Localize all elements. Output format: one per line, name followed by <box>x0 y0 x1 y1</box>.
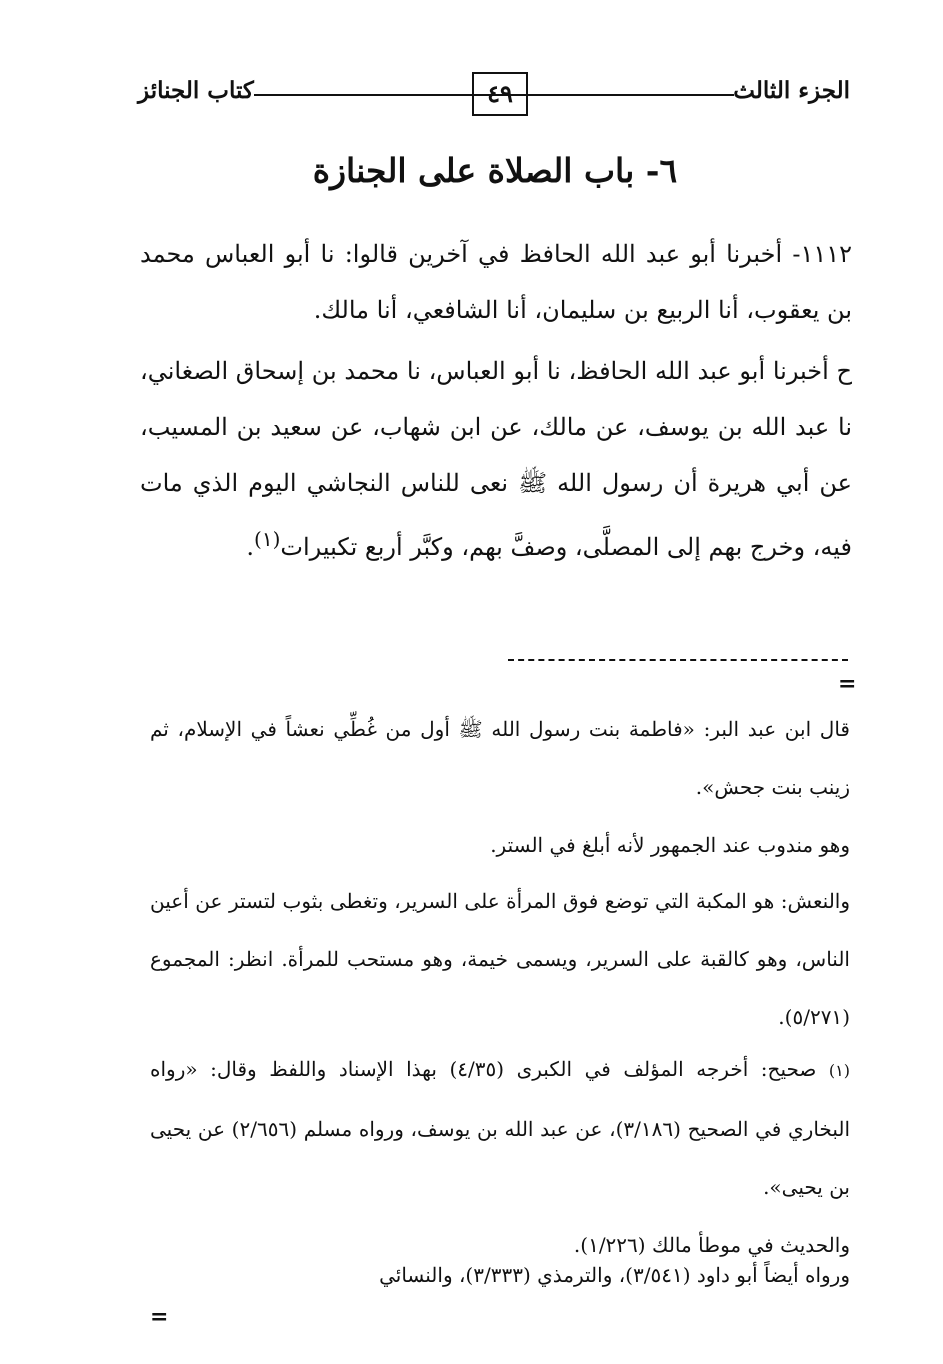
continuation-mark: = <box>150 1304 169 1330</box>
chapter-title: ٦- باب الصلاة على الجنازة <box>312 151 678 190</box>
footnote-1-text-2: والحديث في موطأ مالك (١/٢٢٦). <box>573 1233 850 1257</box>
footnote-1-text: صحيح: أخرجه المؤلف في الكبرى (٤/٣٥) بهذا الإسناد واللفظ وقال: «رواه البخاري في الصحيح (٣/١٨٦)، عن عبد الله بن يوسف، ورواه مسلم (٢/٦٥٦) عن يحيى بن يحيى». <box>150 1057 851 1199</box>
footnote-reference: (١) <box>254 527 281 551</box>
separator-mark: = <box>838 671 857 697</box>
hadith-chain-1: ١١١٢- أخبرنا أبو عبد الله الحافظ في آخرين قالوا: نا أبو العباس محمد بن يعقوب، أنا الربيع بن سليمان، أنا الشافعي، أنا مالك. <box>140 240 852 324</box>
running-header <box>138 72 850 124</box>
book-title: كتاب الجنائز <box>138 77 254 104</box>
footnote-continued-1: قال ابن عبد البر: «فاطمة بنت رسول الله ﷺ أول من غُطِّي نعشاً في الإسلام، ثم زينب بنت جحش». <box>150 717 850 799</box>
hadith-chain-2 <box>140 343 852 633</box>
footnote-continued-2: وهو مندوب عند الجمهور لأنه أبلغ في الستر. <box>490 833 850 857</box>
footnote-separator <box>508 659 848 661</box>
end-mark: . <box>246 533 254 561</box>
header-rule-left <box>254 94 609 96</box>
footnote-continued-3: والنعش: هو المكبة التي توضع فوق المرأة على السرير، وتغطى بثوب لتستر عن أعين الناس، وهو كالقبة على السرير، ويسمى خيمة، وهو مستحب للمرأة. انظر: المجموع (٥/٢٧١). <box>150 889 851 1029</box>
volume-label: الجزء الثالث <box>733 77 850 104</box>
footnote-1-number: (١) <box>828 1061 851 1080</box>
footnote-1 <box>150 1040 850 1272</box>
page-number: ٤٩ <box>472 72 528 116</box>
hadith-text: ح أخبرنا أبو عبد الله الحافظ، نا أبو العباس، نا محمد بن إسحاق الصغاني، نا عبد الله بن يوسف، عن مالك، عن ابن شهاب، عن سعيد بن المسيب، عن أبي هريرة أن رسول الله ﷺ نعى للناس النجاشي اليوم الذي مات فيه، وخرج بهم إلى المصلَّى، وصفَّ بهم، وكبَّر أربع تكبيرات <box>140 357 852 561</box>
footnote-1-text-3: ورواه أيضاً أبو داود (٣/٥٤١)، والترمذي (٣/٣٣٣)، والنسائي <box>379 1263 850 1287</box>
